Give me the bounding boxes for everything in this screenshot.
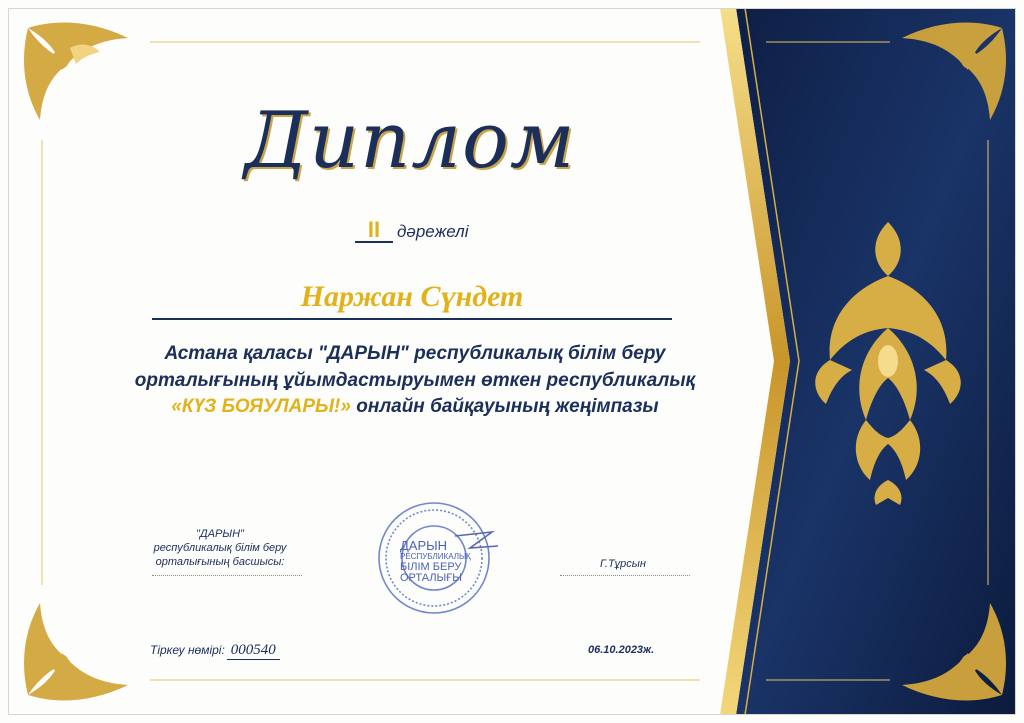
stamp-text <box>400 540 480 584</box>
stamp-line-2: РЕСПУБЛИКАЛЫҚ <box>400 552 471 561</box>
award-description <box>110 341 720 421</box>
signer-name: Г.Тұрсын <box>600 558 646 570</box>
signature-line-left <box>152 575 302 576</box>
registration-value: 000540 <box>227 642 280 660</box>
issue-date: 06.10.2023ж. <box>588 644 655 656</box>
stamp-line-3: БІЛІМ БЕРУ <box>400 561 462 573</box>
signatory-org-line-1: "ДАРЫН" <box>196 528 244 540</box>
registration-number <box>150 642 280 660</box>
signatory-org-line-2: республикалық білім беру <box>153 542 287 554</box>
degree-number: II <box>355 219 393 243</box>
diploma-title: Диплом <box>244 96 576 186</box>
body-line-2: орталығының ұйымдастыруымен өткен республикалық <box>134 369 696 391</box>
signatory-org-line-3: орталығының басшысы: <box>155 556 285 568</box>
registration-label: Тіркеу нөмірі: <box>150 643 225 657</box>
recipient-underline <box>152 318 672 320</box>
stamp-line-1: ДАРЫН <box>400 538 448 553</box>
body-line-1: Астана қаласы "ДАРЫН" республикалық білім беру <box>164 343 666 364</box>
body-line-3 <box>110 394 720 421</box>
recipient-name: Наржан Сүндет <box>300 280 524 313</box>
body-line-3-rest: онлайн байқауының жеңімпазы <box>356 396 659 417</box>
degree-word: дәрежелі <box>397 222 469 241</box>
degree-row <box>355 219 535 243</box>
contest-name: «КҮЗ БОЯУЛАРЫ!» <box>171 396 351 417</box>
signatory-title <box>140 527 300 569</box>
stamp-line-4: ОРТАЛЫҒЫ <box>400 572 462 584</box>
signature-line-right <box>560 575 690 576</box>
